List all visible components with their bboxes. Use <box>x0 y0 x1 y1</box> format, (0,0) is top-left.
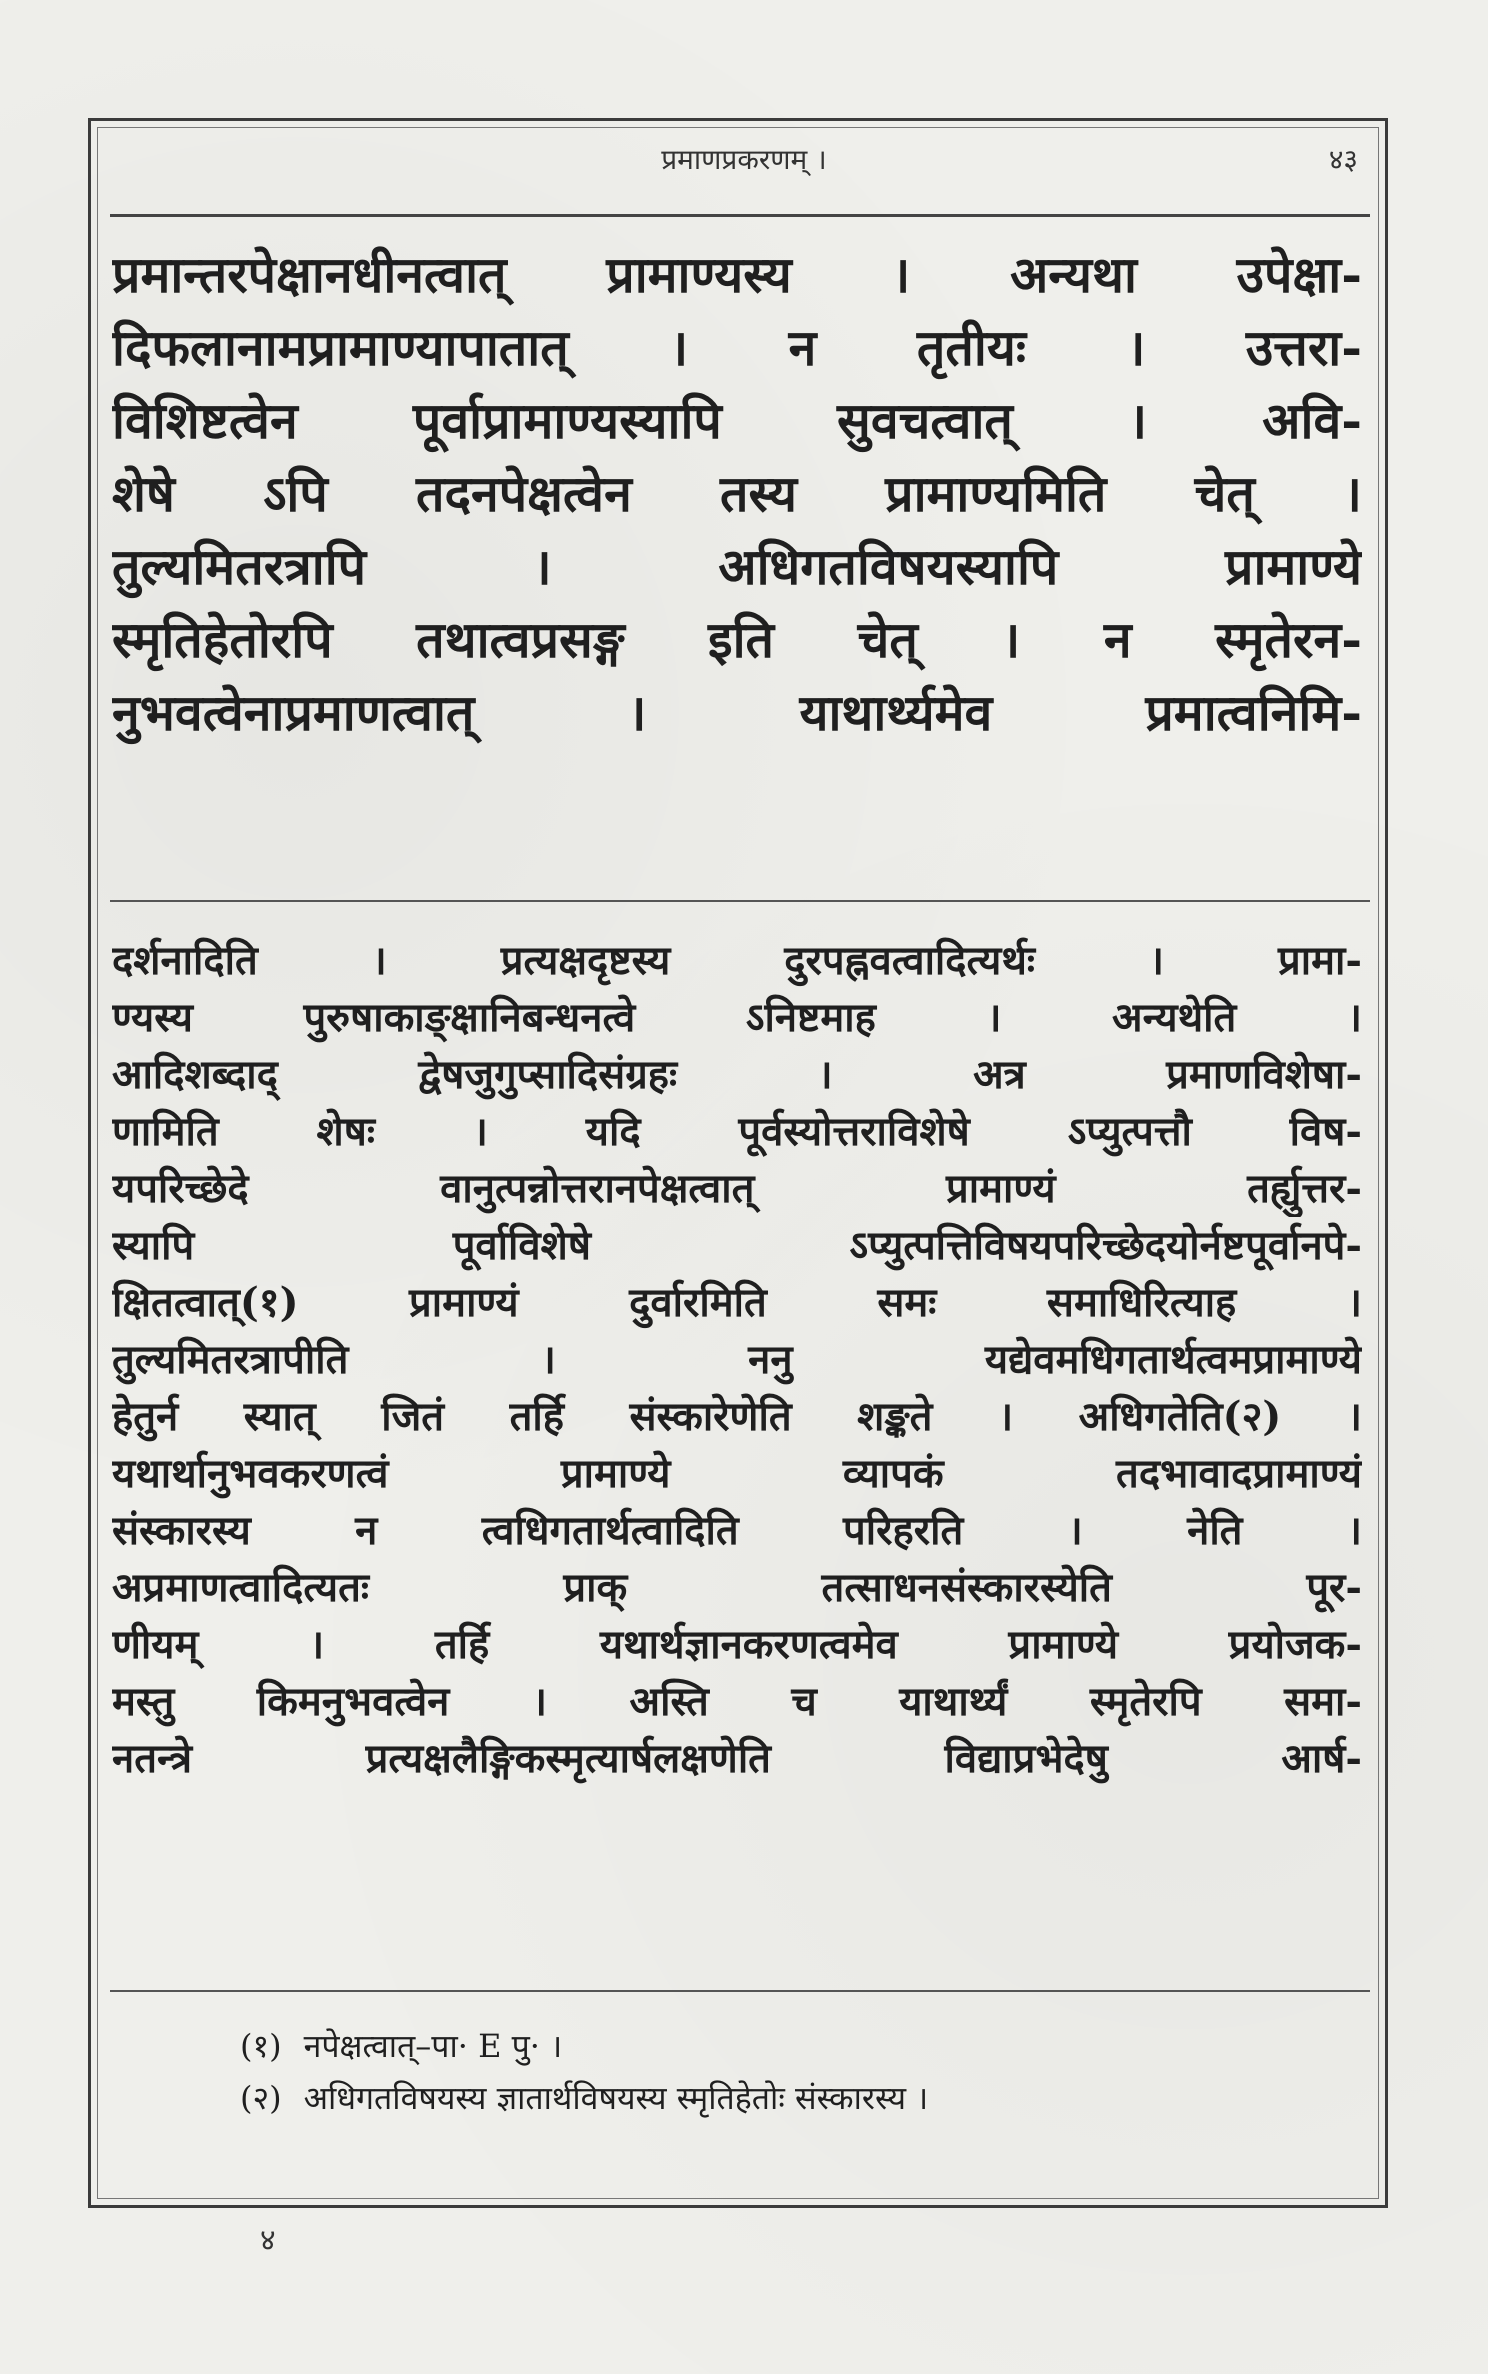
commentary-line: णामिति शेषः । यदि पूर्वस्योत्तराविशेषे ऽप्युत्पत्तौ विष- <box>112 1108 1362 1155</box>
commentary-line: यपरिच्छेदे वानुत्पन्नोत्तरानपेक्षत्वात् प्रामाण्यं तर्ह्युत्तर- <box>112 1165 1362 1212</box>
commentary-line: अप्रमाणत्वादित्यतः प्राक् तत्साधनसंस्कारस्येति पूर- <box>112 1564 1362 1611</box>
footnote <box>240 2072 1360 2124</box>
footnotes <box>240 2020 1360 2124</box>
commentary-line: हेतुर्न स्यात् जितं तर्हि संस्कारेणेति शङ्कते । अधिगतेति(२) । <box>112 1393 1362 1440</box>
commentary-line: मस्तु किमनुभवत्वेन । अस्ति च याथार्थ्यं स्मृतेरपि समा- <box>112 1678 1362 1725</box>
main-text-line: प्रमान्तरपेक्षानधीनत्वात् प्रामाण्यस्य । अन्यथा उपेक्षा- <box>112 245 1362 304</box>
commentary-line: यथार्थानुभवकरणत्वं प्रामाण्ये व्यापकं तदभावादप्रामाण्यं <box>112 1450 1362 1497</box>
commentary-line: स्यापि पूर्वाविशेषे ऽप्युत्पत्तिविषयपरिच्छेदयोर्नष्टपूर्वानपे- <box>112 1222 1362 1269</box>
main-text-line: स्मृतिहेतोरपि तथात्वप्रसङ्ग इति चेत् । न स्मृतेरन- <box>112 610 1362 669</box>
footnote-text: अधिगतविषयस्य ज्ञातार्थविषयस्य स्मृतिहेतोः संस्कारस्य । <box>303 2079 929 2117</box>
footnote-text: नपेक्षत्वात्–पा· E पु· । <box>303 2027 563 2065</box>
commentary-line: दर्शनादिति । प्रत्यक्षदृष्टस्य दुरपह्नवत्वादित्यर्थः । प्रामा- <box>112 937 1362 984</box>
footnote-marker: (१) <box>240 2027 282 2065</box>
main-text-line: तुल्यमितरत्रापि । अधिगतविषयस्यापि प्रामाण्ये <box>112 537 1362 596</box>
commentary-line: क्षितत्वात्(१) प्रामाण्यं दुर्वारमिति समः समाधिरित्याह । <box>112 1279 1362 1326</box>
main-text-line: विशिष्टत्वेन पूर्वाप्रामाण्यस्यापि सुवचत्वात् । अवि- <box>112 391 1362 450</box>
commentary-line: ण्यस्य पुरुषाकाङ्क्षानिबन्धनत्वे ऽनिष्टमाह । अन्यथेति । <box>112 994 1362 1041</box>
text-commentary-divider <box>110 900 1370 902</box>
footnote <box>240 2020 1360 2072</box>
signature-mark: ४ <box>260 2223 276 2258</box>
main-text-line: शेषे ऽपि तदनपेक्षत्वेन तस्य प्रामाण्यमिति चेत् । <box>112 464 1362 523</box>
footnote-marker: (२) <box>240 2079 282 2117</box>
commentary-line: णीयम् । तर्हि यथार्थज्ञानकरणत्वमेव प्रामाण्ये प्रयोजक- <box>112 1621 1362 1668</box>
page-number: ४३ <box>1328 143 1358 176</box>
commentary-block <box>112 932 1362 1787</box>
running-title: प्रमाणप्रकरणम् । <box>661 143 827 176</box>
commentary-line: नतन्त्रे प्रत्यक्षलैङ्गिकस्मृत्यार्षलक्षणेति विद्याप्रभेदेषु आर्ष- <box>112 1735 1362 1782</box>
running-head <box>120 140 1368 186</box>
commentary-line: संस्कारस्य न त्वधिगतार्थत्वादिति परिहरति । नेति । <box>112 1507 1362 1554</box>
header-rule <box>110 214 1370 217</box>
commentary-line: आदिशब्दाद् द्वेषजुगुप्सादिसंग्रहः । अत्र प्रमाणविशेषा- <box>112 1051 1362 1098</box>
main-text-line: नुभवत्वेनाप्रमाणत्वात् । याथार्थ्यमेव प्रमात्वनिमि- <box>112 683 1362 742</box>
main-text-line: दिफलानामप्रामाण्यापातात् । न तृतीयः । उत्तरा- <box>112 318 1362 377</box>
commentary-line: तुल्यमितरत्रापीति । ननु यद्येवमधिगतार्थत्वमप्रामाण्ये <box>112 1336 1362 1383</box>
main-text-block <box>112 238 1362 749</box>
footnote-rule <box>110 1990 1370 1992</box>
